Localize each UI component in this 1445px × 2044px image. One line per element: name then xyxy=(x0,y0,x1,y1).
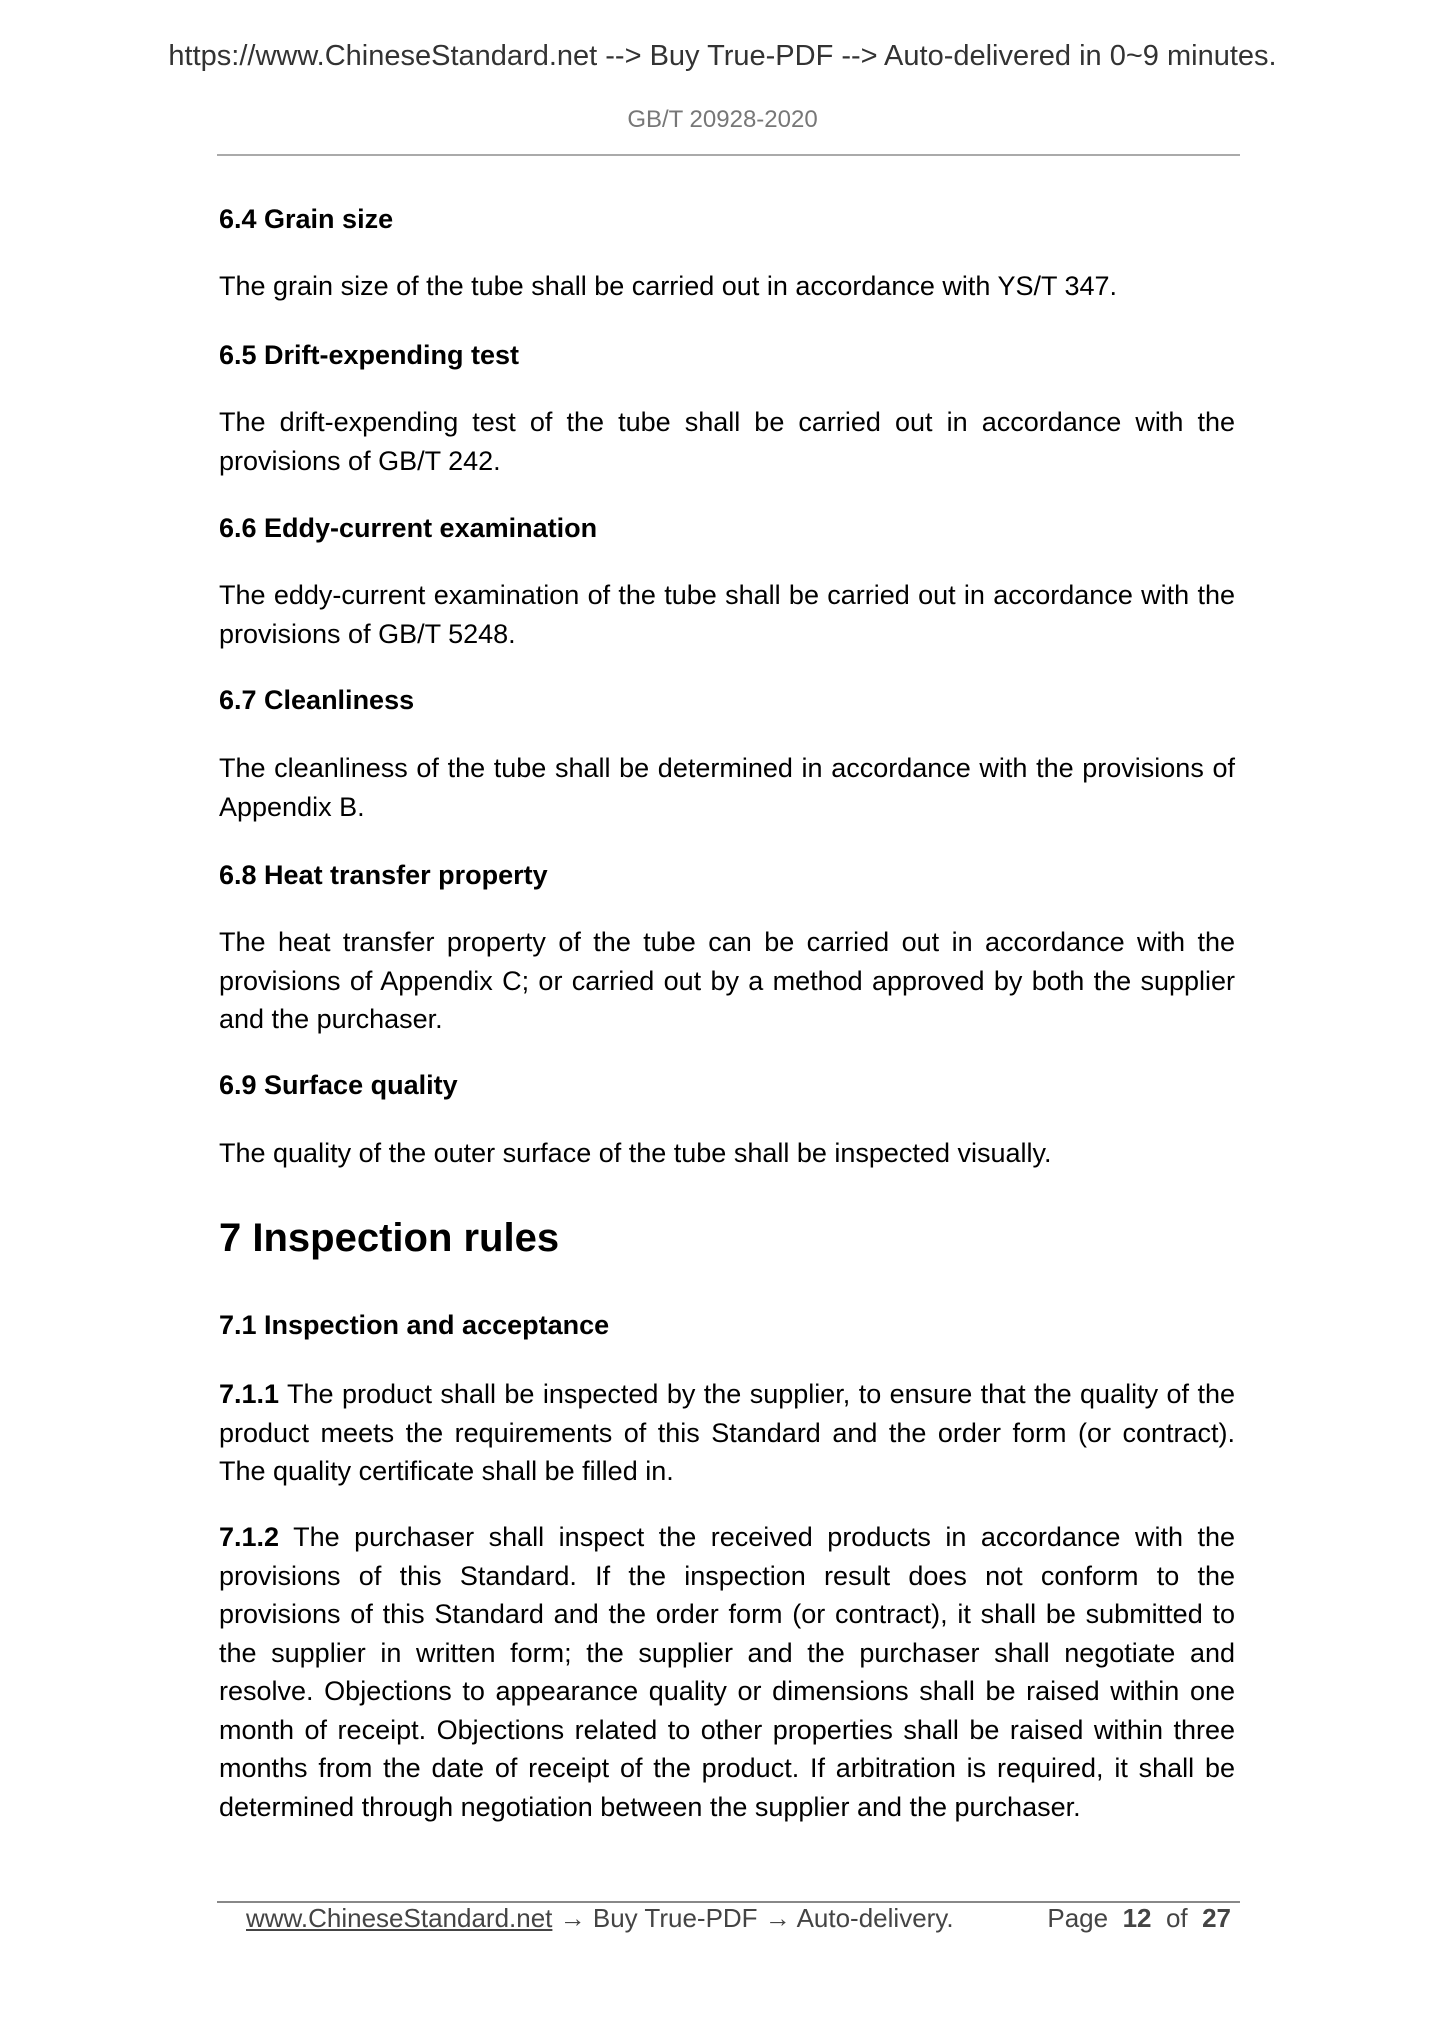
top-banner: https://www.ChineseStandard.net --> Buy True-PDF --> Auto-delivered in 0~9 minutes. xyxy=(168,40,1277,72)
of-label: of xyxy=(1165,1903,1188,1933)
footer-left xyxy=(246,1903,954,1934)
clause-text: The product shall be inspected by the supplier, to ensure that the quality of the product meets the requirements of this Standard and the order form (or contract). The quality certificate shall be filled in. xyxy=(219,1379,1235,1486)
heading-6-4: 6.4 Grain size xyxy=(219,204,394,234)
footer-text: → Buy True-PDF → Auto-delivery. xyxy=(552,1903,954,1933)
footer-site-link[interactable]: www.ChineseStandard.net xyxy=(246,1903,553,1933)
paragraph-7-1-2 xyxy=(219,1518,1235,1826)
paragraph-6-8: The heat transfer property of the tube can be carried out in accordance with the provisions of Appendix C; or carried out by a method approved by both the supplier and the purchaser. xyxy=(219,927,1235,1034)
paragraph-6-5: The drift-expending test of the tube shall be carried out in accordance with the provisions of GB/T 242. xyxy=(219,407,1235,476)
page-indicator xyxy=(1047,1903,1231,1934)
heading-7: 7 Inspection rules xyxy=(219,1216,560,1260)
document-code: GB/T 20928-2020 xyxy=(627,106,818,133)
page-label: Page xyxy=(1047,1903,1109,1933)
heading-6-5: 6.5 Drift-expending test xyxy=(219,340,520,370)
header-divider xyxy=(217,154,1240,156)
heading-7-1: 7.1 Inspection and acceptance xyxy=(219,1310,610,1340)
paragraph-7-1-1 xyxy=(219,1375,1235,1491)
page-total: 27 xyxy=(1202,1903,1231,1933)
footer xyxy=(246,1903,1231,1934)
page-number: 12 xyxy=(1122,1903,1152,1933)
paragraph-6-6: The eddy-current examination of the tube shall be carried out in accordance with the provisions of GB/T 5248. xyxy=(219,580,1235,649)
paragraph-6-7: The cleanliness of the tube shall be determined in accordance with the provisions of Appendix B. xyxy=(219,753,1235,822)
heading-6-8: 6.8 Heat transfer property xyxy=(219,860,548,890)
heading-6-7: 6.7 Cleanliness xyxy=(219,685,415,715)
clause-number: 7.1.2 xyxy=(219,1522,280,1552)
paragraph-6-4: The grain size of the tube shall be carried out in accordance with YS/T 347. xyxy=(219,271,1118,301)
paragraph-6-9: The quality of the outer surface of the tube shall be inspected visually. xyxy=(219,1138,1052,1168)
clause-number: 7.1.1 xyxy=(219,1379,280,1409)
heading-6-9: 6.9 Surface quality xyxy=(219,1070,458,1100)
clause-text: The purchaser shall inspect the received products in accordance with the provisions of this Standard. If the inspection result does not conform to the provisions of this Standard and the order form (or contract), it shall be submitted to the supplier in written form; the supplier and the purchaser shall negotiate and resolve. Objections to appearance quality or dimensions shall be raised within one month of receipt. Objections related to other properties shall be raised within three months from the date of receipt of the product. If arbitration is required, it shall be determined through negotiation between the supplier and the purchaser. xyxy=(219,1522,1235,1822)
heading-6-6: 6.6 Eddy-current examination xyxy=(219,513,598,543)
